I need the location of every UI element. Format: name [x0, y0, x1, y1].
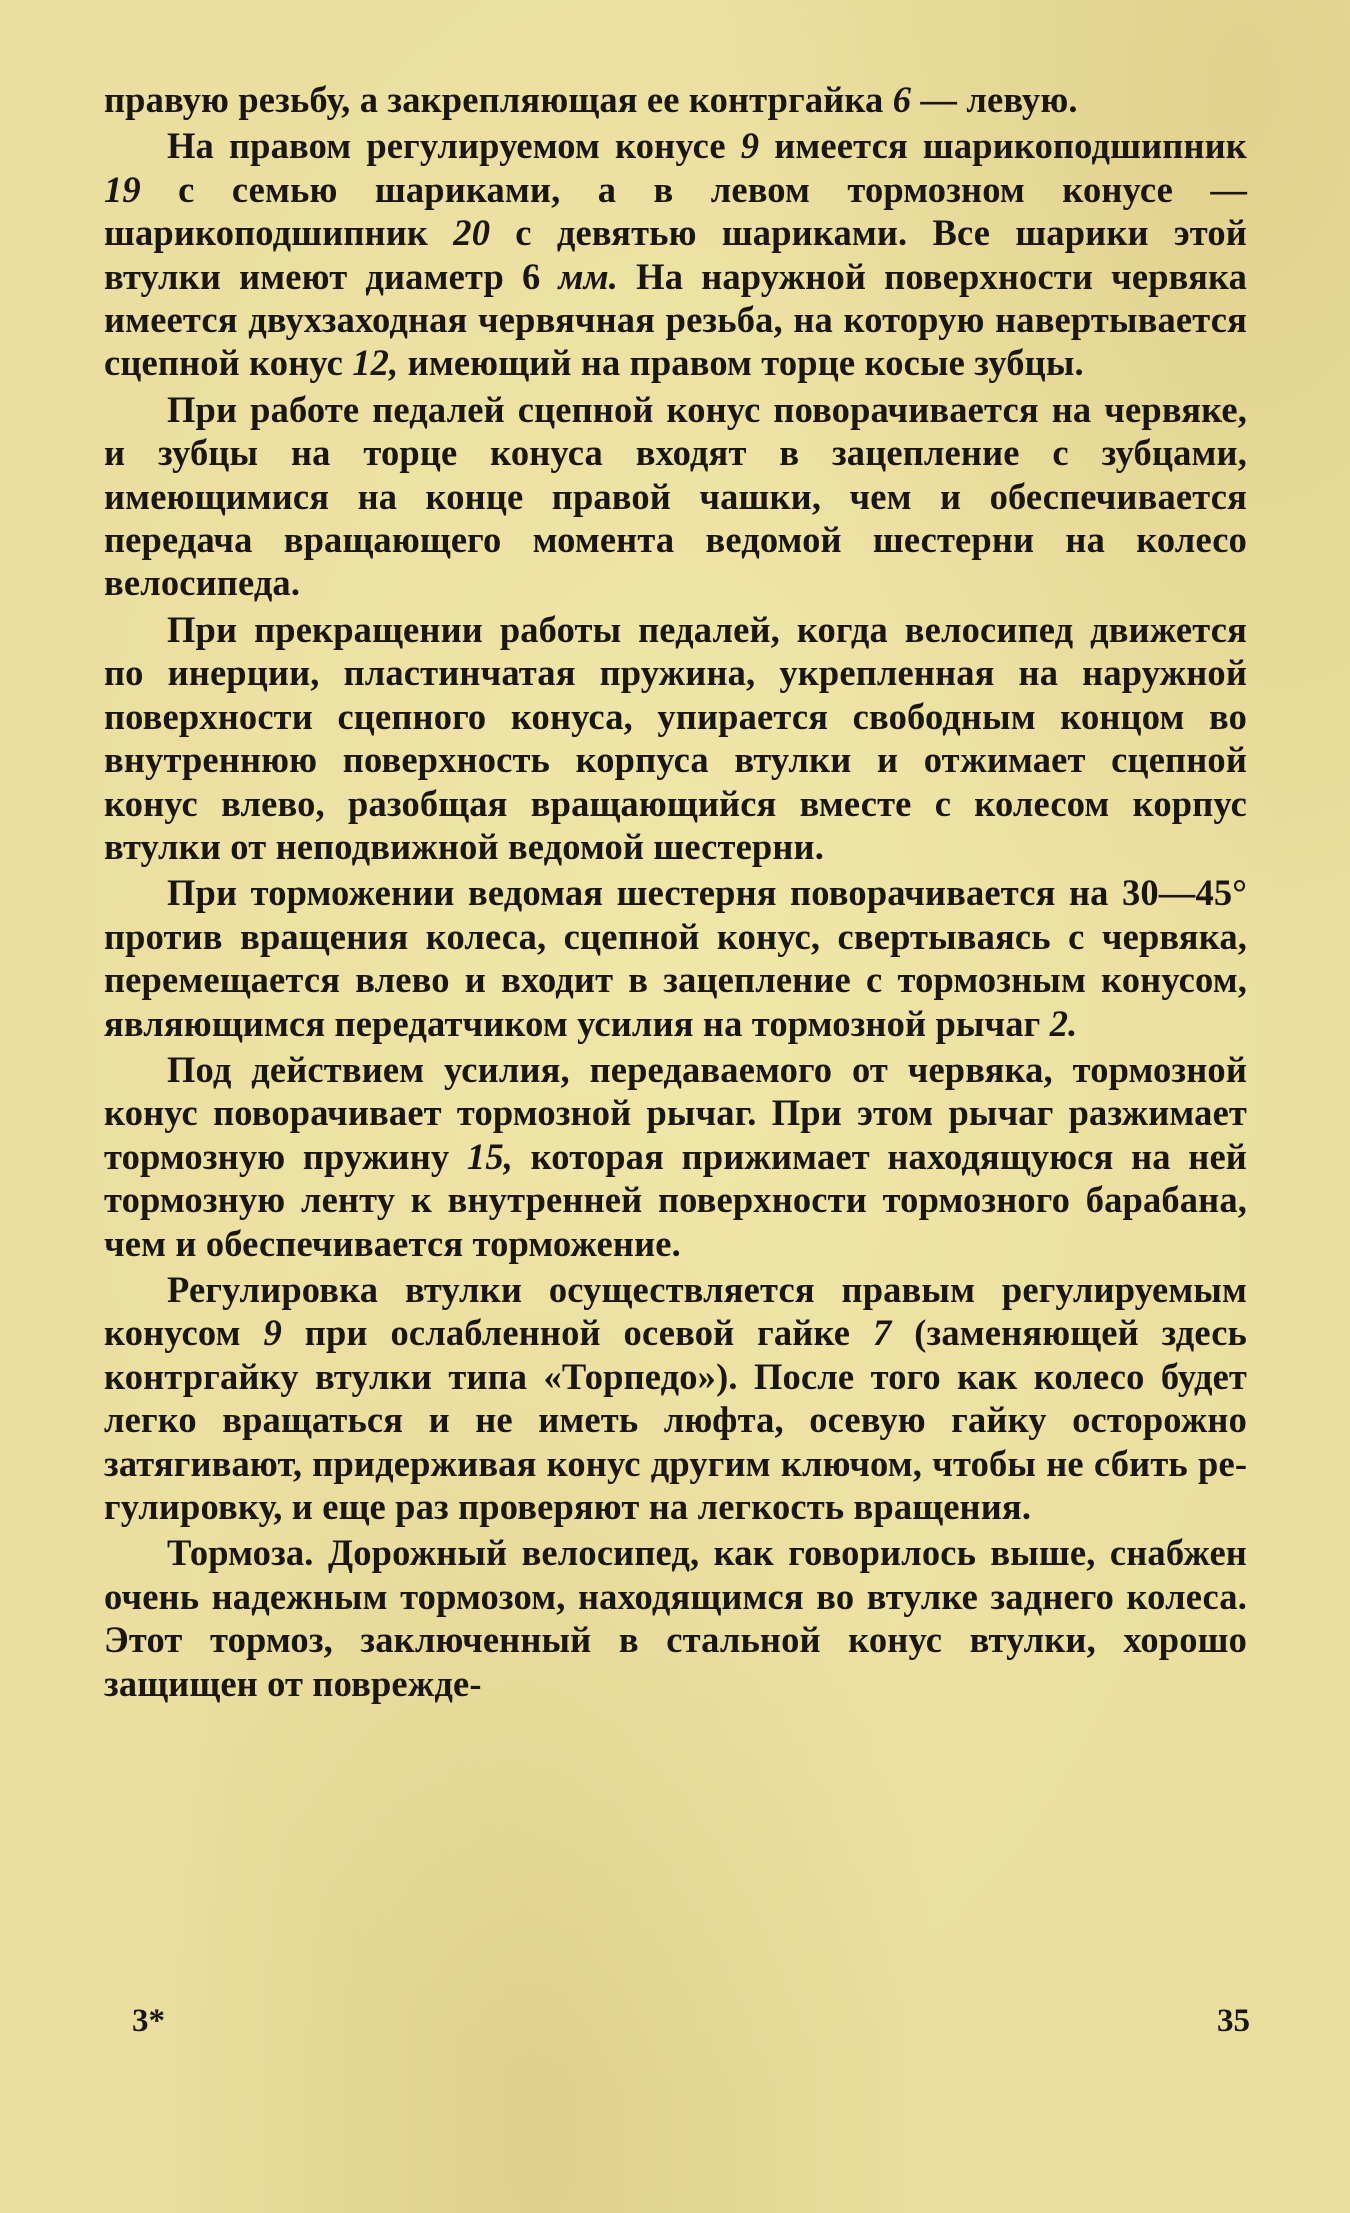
text-run: При торможении ведомая шестерня поворачивается на 30—45° против вращения колеса, сцепной конус, свертываясь с червяка, перемещается влево и входит в зацепление с тормозным конусом, являющимся передатчиком усилия на тормозной рычаг — [104, 872, 1247, 1044]
text-run: имеется шарикоподшипник — [759, 125, 1247, 167]
text-run-italic: 9 — [740, 125, 760, 167]
text-run-italic: 9 — [263, 1312, 282, 1354]
paragraph-2 — [104, 124, 1247, 384]
text-run-italic: 7 — [872, 1312, 892, 1354]
text-run: с девятью шариками. Все шарики этой втулки имеют диаметр 6 — [104, 212, 1247, 297]
text-run: Дорожный велосипед, как говорилось выше, снабжен очень надежным тормозом, находящимся во втулке заднего колеса. Этот тормоз, заключенный в стальной конус втулки, хорошо защищен от поврежде- — [104, 1532, 1247, 1704]
text-run-italic: 20 — [453, 212, 491, 254]
paragraph-1 — [104, 78, 1247, 121]
text-run-italic: 6 — [892, 79, 912, 120]
printer-signature-mark: 3* — [132, 2003, 165, 2039]
paragraph-8 — [104, 1531, 1247, 1705]
text-run: На наружной поверхности червяка имеется двухзаходная червячная резьба, на которую навертывается сцепной конус — [104, 255, 1247, 384]
text-run-italic: 12, — [352, 342, 399, 384]
text-run: (заменяющей здесь контргайку втулки типа «Торпедо»). После того как колесо будет легко вращаться и не иметь люфта, осевую гайку осторожно затягивают, придерживая конус другим ключом, чтобы не сбить регулировку, и еще раз проверяют на легкость вращения. — [104, 1312, 1247, 1527]
text-run: с семью шариками, а в левом тормозном конусе — шарикоподшипник — [104, 168, 1247, 254]
page-number: 35 — [1217, 2003, 1250, 2039]
text-run: Под действием усилия, передаваемого от червяка, тормозной конус поворачивает тормозной рычаг. При этом рычаг разжимает тормозную пружину — [104, 1048, 1247, 1177]
paragraph-3 — [104, 388, 1247, 605]
paragraph-6 — [104, 1048, 1247, 1265]
text-run: имеющий на правом торце косые зубцы. — [398, 342, 1084, 384]
text-run-italic: мм. — [558, 255, 619, 297]
text-run-italic: 19 — [104, 168, 141, 210]
text-run: — левую. — [911, 79, 1078, 120]
text-run: правую резьбу, а закрепляющая ее контргайка — [104, 79, 893, 120]
text-run: При прекращении работы педалей, когда велосипед движется по инерции, пластинчатая пружина, укрепленная на наружной поверхности сцепного конуса, упирается свободным концом во внутреннюю поверхность корпуса втулки и отжимает сцепной конус влево, разобщая вращающийся вместе с колесом корпус втулки от неподвижной ведомой шестерни. — [104, 608, 1247, 867]
text-run: На правом регулируемом конусе — [167, 125, 741, 167]
page-body — [104, 78, 1247, 1705]
text-run: при ослабленной осевой гайке — [281, 1312, 873, 1354]
text-run: Регулировка втулки осуществляется правым регулируемым конусом — [104, 1268, 1247, 1354]
text-run: При работе педалей сцепной конус поворачивается на червяке, и зубцы на торце конуса входят в зацепление с зубцами, имеющимися на конце правой чашки, чем и обеспечивается передача вращающего момента ведомой шестерни на колесо велосипеда. — [104, 388, 1247, 604]
text-run-italic: 2. — [1049, 1002, 1078, 1044]
section-heading-brakes: Тормоза. — [167, 1532, 314, 1574]
paragraph-4 — [104, 608, 1247, 868]
paragraph-5 — [104, 871, 1247, 1045]
paragraph-7 — [104, 1268, 1247, 1528]
text-run-italic: 15, — [466, 1135, 513, 1177]
text-run: которая прижимает находящуюся на ней тормозную ленту к внутренней поверхности тормозного барабана, чем и обеспечивается торможение. — [104, 1135, 1247, 1264]
